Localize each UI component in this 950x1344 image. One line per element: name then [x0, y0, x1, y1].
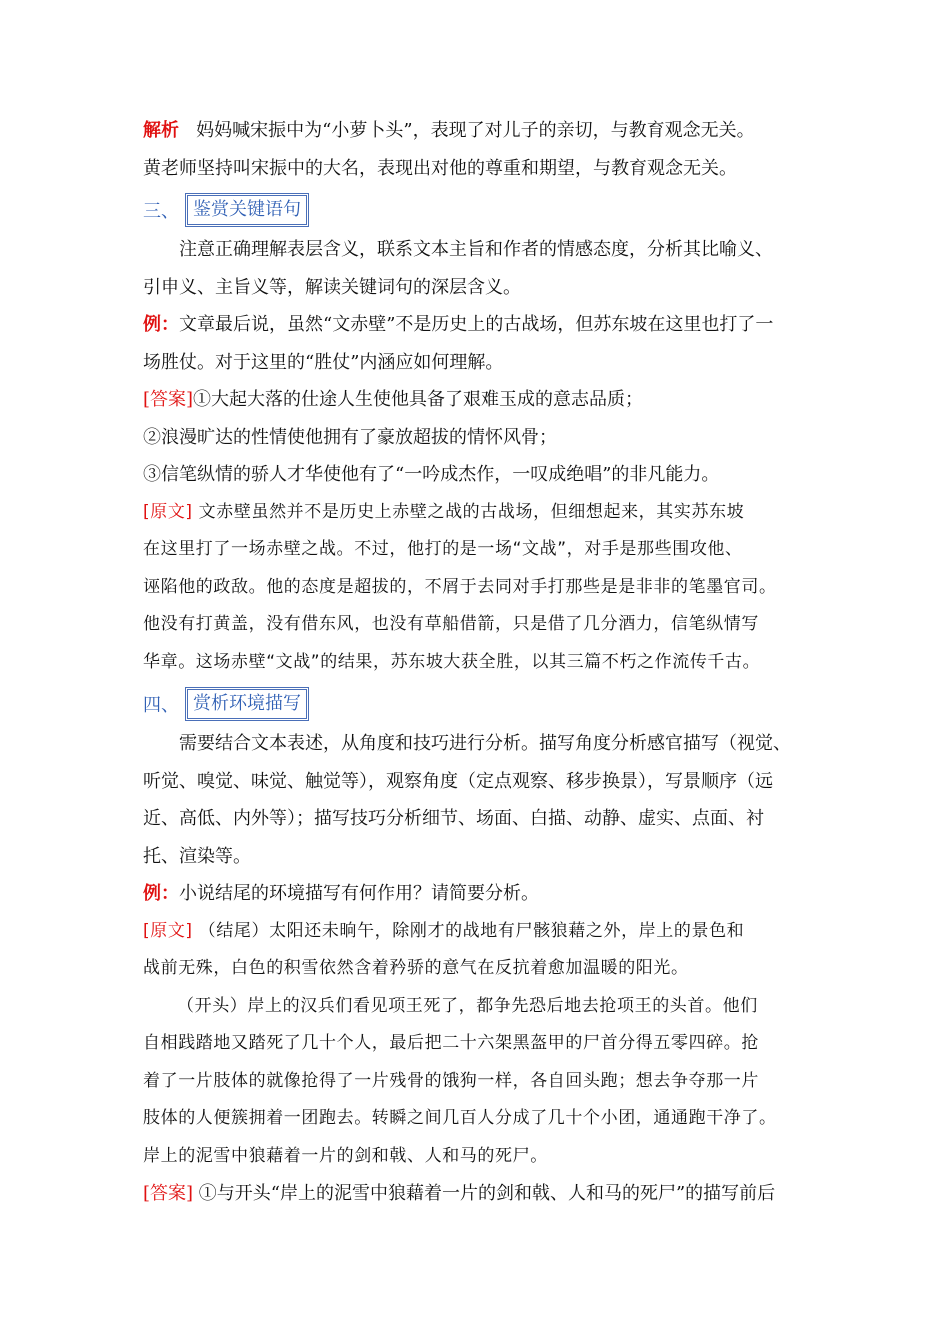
analysis-line-1 — [143, 112, 808, 150]
section-4-number: 四、 — [143, 694, 179, 716]
section-3-answer-2: ②浪漫旷达的性情使他拥有了豪放超拔的情怀风骨； — [143, 426, 557, 448]
section-3-answer-1 — [143, 381, 808, 419]
section-3-source-3: 诬陷他的政敌。他的态度是超拔的，不屑于去同对手打那些是是非非的笔墨官司。 — [143, 576, 777, 597]
section-4-source-1 — [143, 913, 808, 951]
section-4-title: 赏析环境描写 — [185, 687, 309, 721]
answer-label: [答案] — [143, 1183, 194, 1204]
section-3-number: 三、 — [143, 200, 179, 222]
answer-text-1: ①与开头“岸上的泥雪中狼藉着一片的剑和戟、人和马的死尸”的描写前后 — [193, 1183, 776, 1204]
section-4-intro-3: 近、高低、内外等）；描写技巧分析细节、场面、白描、动静、虚实、点面、衬 — [143, 808, 764, 829]
analysis-label: 解析 — [143, 120, 179, 141]
example-text-1: 文章最后说，虽然“文赤壁”不是历史上的古战场，但苏东坡在这里也打了一 — [179, 314, 774, 335]
example-label: 例： — [143, 314, 179, 335]
source-text-1: （结尾）太阳还未晌午，除刚才的战地有尸骸狼藉之外，岸上的景色和 — [192, 920, 745, 941]
section-3-intro-1: 注意正确理解表层含义，联系文本主旨和作者的情感态度，分析其比喻义、 — [179, 239, 773, 260]
section-3-source-1 — [143, 494, 808, 532]
section-3-source-4: 他没有打黄盖，没有借东风，也没有草船借箭，只是借了几分酒力，信笔纵情写 — [143, 614, 759, 634]
section-4-source-4: 自相践踏地又踏死了几十个人，最后把二十六架黑盔甲的尸首分得五零四碎。抢 — [143, 1033, 759, 1053]
section-4-source-2: 战前无殊，白色的积雪依然含着矜骄的意气在反抗着愈加温暖的阳光。 — [143, 958, 689, 978]
section-3-title: 鉴赏关键语句 — [185, 193, 309, 227]
section-4-intro-2: 听觉、嗅觉、味觉、触觉等），观察角度（定点观察、移步换景），写景顺序（远 — [143, 770, 773, 792]
section-3-source-5: 华章。这场赤壁“文战”的结果，苏东坡大获全胜，以其三篇不朽之作流传千古。 — [143, 651, 761, 672]
document-page — [143, 112, 808, 1213]
section-3-heading — [143, 189, 808, 230]
section-3-example-2: 场胜仗。对于这里的“胜仗”内涵应如何理解。 — [143, 351, 504, 373]
source-text-1: 文赤壁虽然并不是历史上赤壁之战的古战场，但细想起来，其实苏东坡 — [192, 501, 745, 522]
section-3-source-2: 在这里打了一场赤壁之战。不过，他打的是一场“文战”，对手是那些围攻他、 — [143, 539, 743, 559]
section-4-source-3: （开头）岸上的汉兵们看见项王死了，都争先恐后地去抢项王的头首。他们 — [177, 995, 758, 1016]
section-4-heading — [143, 683, 808, 724]
section-3-answer-3: ③信笔纵情的骄人才华使他有了“一吟成杰作，一叹成绝唱”的非凡能力。 — [143, 464, 720, 485]
answer-text-1: ①大起大落的仕途人生使他具备了艰难玉成的意志品质； — [193, 389, 644, 410]
source-label: [原文] — [143, 920, 193, 941]
analysis-line-2: 黄老师坚持叫宋振中的大名，表现出对他的尊重和期望，与教育观念无关。 — [143, 157, 737, 179]
section-4-source-6: 肢体的人便簇拥着一团跑去。转瞬之间几百人分成了几十个小团，通通跑干净了。 — [143, 1108, 777, 1128]
example-label: 例： — [143, 883, 179, 904]
section-3-example-1 — [143, 306, 808, 344]
section-3-intro-2: 引申义、主旨义等，解读关键词句的深层含义。 — [143, 276, 521, 298]
section-4-source-5: 着了一片肢体的就像抢得了一片残骨的饿狗一样，各自回头跑；想去争夺那一片 — [143, 1070, 759, 1091]
section-4-source-7: 岸上的泥雪中狼藉着一片的剑和戟、人和马的死尸。 — [143, 1145, 548, 1166]
analysis-text-1: 妈妈喊宋振中为“小萝卜头”，表现了对儿子的亲切，与教育观念无关。 — [196, 120, 755, 141]
section-4-answer-1 — [143, 1175, 808, 1213]
section-4-intro-1: 需要结合文本表述，从角度和技巧进行分析。描写角度分析感官描写（视觉、 — [179, 733, 791, 754]
example-text: 小说结尾的环境描写有何作用？请简要分析。 — [179, 883, 539, 904]
answer-label: [答案] — [143, 389, 194, 410]
section-4-intro-4: 托、渲染等。 — [143, 845, 251, 867]
section-4-example-1 — [143, 875, 808, 913]
source-label: [原文] — [143, 501, 193, 522]
